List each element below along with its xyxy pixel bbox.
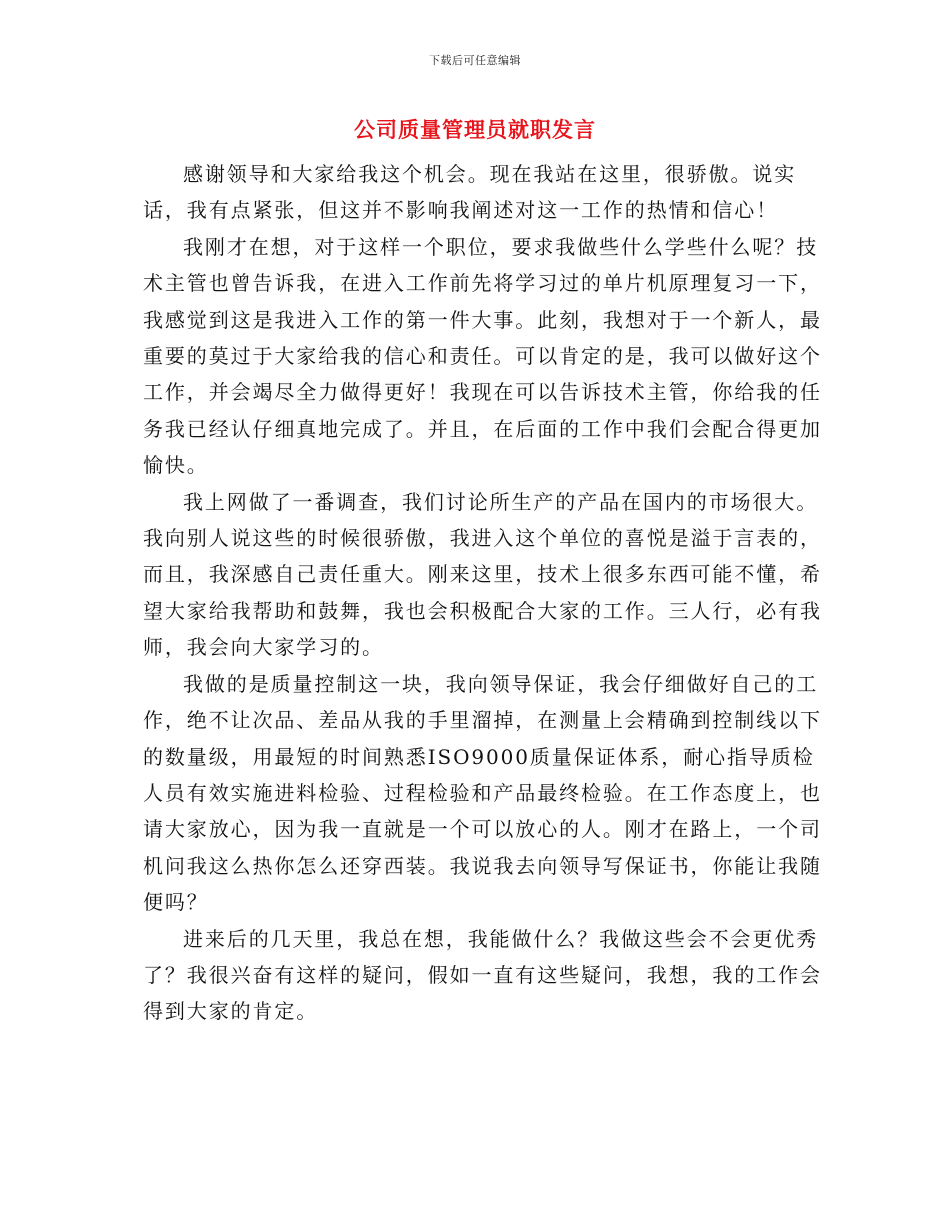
document-title: 公司质量管理员就职发言	[354, 117, 596, 142]
paragraph-5: 进来后的几天里，我总在想，我能做什么？我做这些会不会更优秀了？我很兴奋有这样的疑问，假如一直有这些疑问，我想，我的工作会得到大家的肯定。	[143, 926, 822, 1024]
paragraph-2: 我刚才在想，对于这样一个职位，要求我做些什么学些什么呢？技术主管也曾告诉我，在进入工作前先将学习过的单片机原理复习一下，我感觉到这是我进入工作的第一件大事。此刻，我想对于一个新人，最重要的莫过于大家给我的信心和责任。可以肯定的是，我可以做好这个工作，并会竭尽全力做得更好！我现在可以告诉技术主管，你给我的任务我已经认仔细真地完成了。并且，在后面的工作中我们会配合得更加愉快。	[143, 234, 822, 478]
paragraph-4: 我做的是质量控制这一块，我向领导保证，我会仔细做好自己的工作，绝不让次品、差品从我的手里溜掉，在测量上会精确到控制线以下的数量级，用最短的时间熟悉ISO9000质量保证体系，耐心指导质检人员有效实施进料检验、过程检验和产品最终检验。在工作态度上，也请大家放心，因为我一直就是一个可以放心的人。刚才在路上，一个司机问我这么热你怎么还穿西装。我说我去向领导写保证书，你能让我随便吗？	[143, 671, 822, 915]
paragraph-3: 我上网做了一番调查，我们讨论所生产的产品在国内的市场很大。我向别人说这些的时候很骄傲，我进入这个单位的喜悦是溢于言表的，而且，我深感自己责任重大。刚来这里，技术上很多东西可能不懂，希望大家给我帮助和鼓舞，我也会积极配合大家的工作。三人行，必有我师，我会向大家学习的。	[143, 489, 822, 660]
document-body	[143, 156, 823, 1030]
paragraph-1: 感谢领导和大家给我这个机会。现在我站在这里，很骄傲。说实话，我有点紧张，但这并不影响我阐述对这一工作的热情和信心！	[143, 162, 797, 223]
page-header-note: 下载后可任意编辑	[429, 54, 521, 67]
